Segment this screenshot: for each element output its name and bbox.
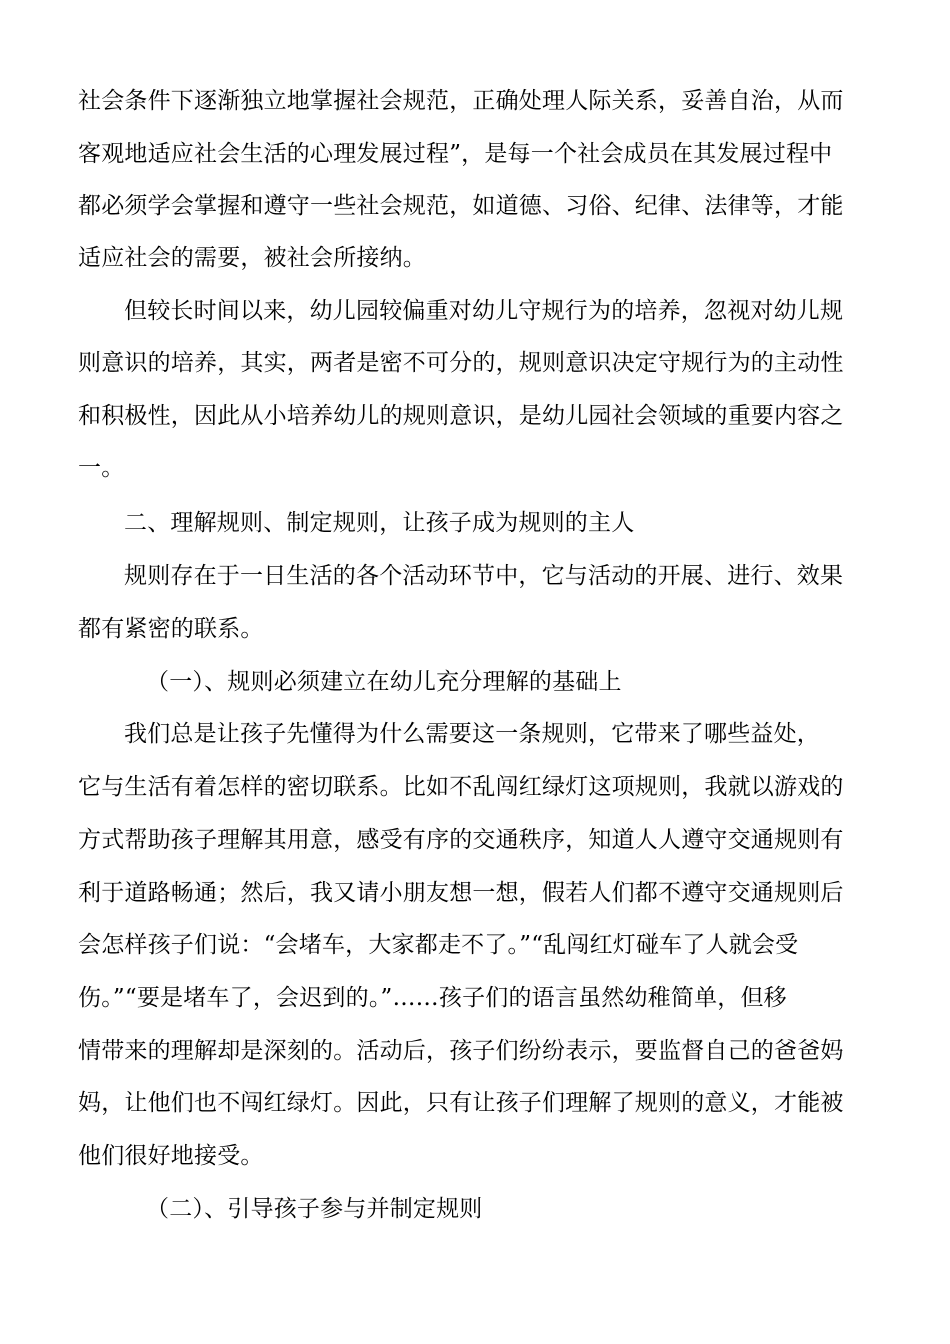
- paragraph-line: 但较长时间以来，幼儿园较偏重对幼儿守规行为的培养，忽视对幼儿规: [124, 298, 844, 324]
- section-heading: 二、理解规则、制定规则，让孩子成为规则的主人: [124, 510, 635, 536]
- paragraph-line: 妈，让他们也不闯红绿灯。因此，只有让孩子们理解了规则的意义，才能被: [78, 1090, 844, 1116]
- subsection-heading: （一）、规则必须建立在幼儿充分理解的基础上: [146, 669, 622, 695]
- paragraph-line: 都必须学会掌握和遵守一些社会规范，如道德、习俗、纪律、法律等，才能: [78, 193, 844, 219]
- paragraph-line: 一。: [78, 455, 125, 481]
- subsection-heading: （二）、引导孩子参与并制定规则: [146, 1196, 483, 1222]
- paragraph-line: 他们很好地接受。: [78, 1143, 264, 1169]
- paragraph-line: 会怎样孩子们说：“会堵车，大家都走不了。”“乱闯红灯碰车了人就会受: [78, 932, 799, 958]
- paragraph-line: 适应社会的需要，被社会所接纳。: [78, 245, 426, 271]
- paragraph-line: 方式帮助孩子理解其用意，感受有序的交通秩序，知道人人遵守交通规则有: [78, 827, 844, 853]
- paragraph-line: 它与生活有着怎样的密切联系。比如不乱闯红绿灯这项规则，我就以游戏的: [78, 774, 844, 800]
- paragraph-line: 规则存在于一日生活的各个活动环节中，它与活动的开展、进行、效果: [124, 563, 844, 589]
- paragraph-line: 情带来的理解却是深刻的。活动后，孩子们纷纷表示，要监督自己的爸爸妈: [78, 1038, 844, 1064]
- paragraph-line: 社会条件下逐渐独立地掌握社会规范，正确处理人际关系，妥善自治，从而: [78, 88, 844, 114]
- paragraph-line: 我们总是让孩子先懂得为什么需要这一条规则，它带来了哪些益处，: [124, 721, 820, 747]
- paragraph-line: 都有紧密的联系。: [78, 616, 264, 642]
- paragraph-line: 和积极性，因此从小培养幼儿的规则意识，是幼儿园社会领域的重要内容之: [78, 403, 844, 429]
- paragraph-line: 利于道路畅通；然后，我又请小朋友想一想，假若人们都不遵守交通规则后: [78, 880, 844, 906]
- paragraph-line: 伤。”“要是堵车了，会迟到的。”……孩子们的语言虽然幼稚简单，但移: [78, 985, 787, 1011]
- paragraph-line: 则意识的培养，其实，两者是密不可分的，规则意识决定守规行为的主动性: [78, 350, 844, 376]
- paragraph-line: 客观地适应社会生活的心理发展过程”，是每一个社会成员在其发展过程中: [78, 141, 833, 167]
